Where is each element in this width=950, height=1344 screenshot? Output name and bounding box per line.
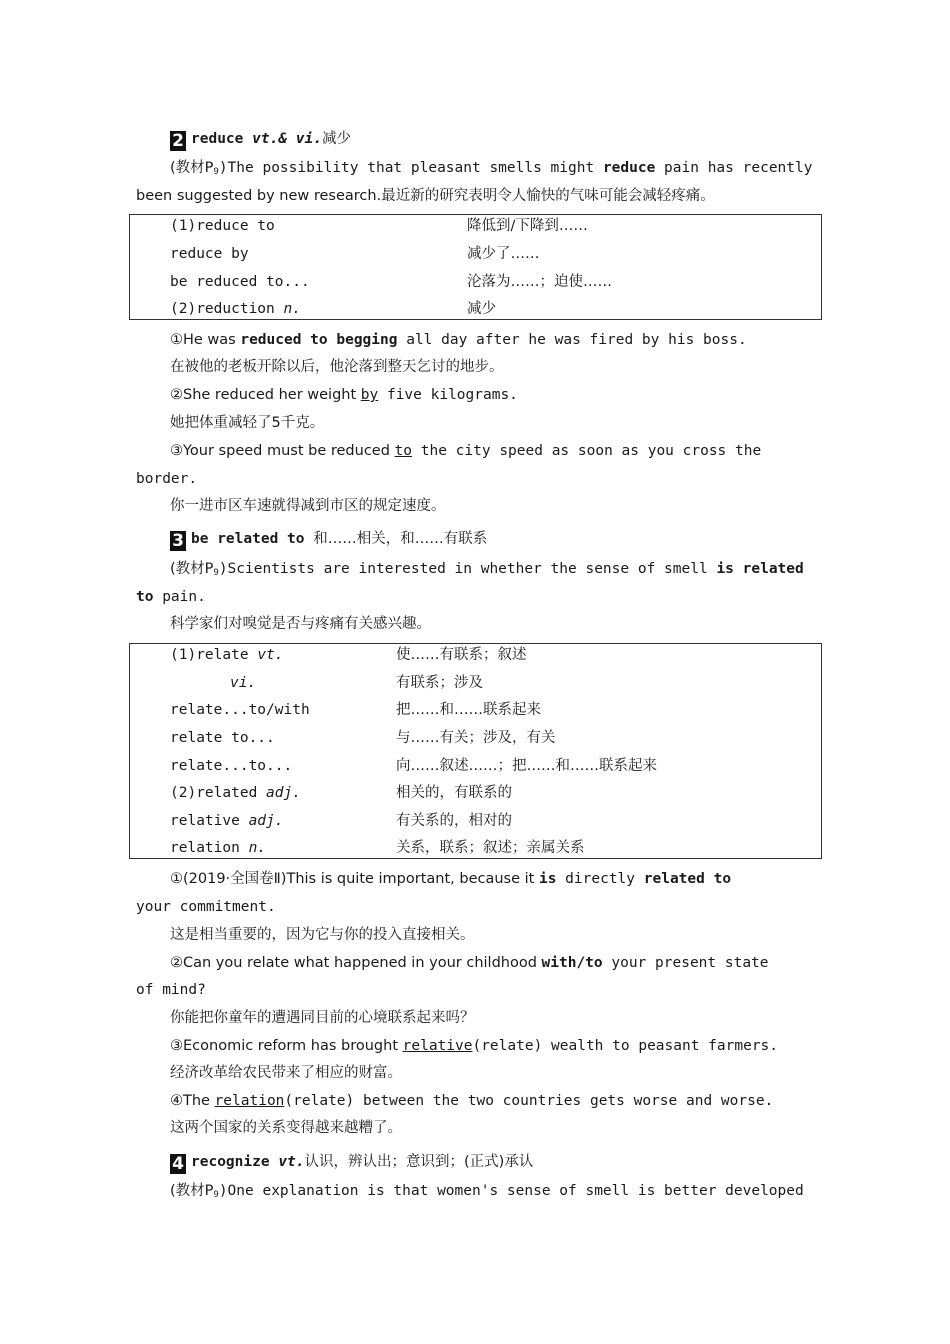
example-translation: 经济改革给农民带来了相应的财富。 — [170, 1065, 402, 1081]
textbook-example-cont: been suggested by new research.最近新的研究表明令人愉快的气味可能会减轻疼痛。 — [136, 188, 715, 204]
table-cell: relate to... — [170, 730, 275, 746]
textbook-example: (教材$P_9)One$ explanation is that women's sense of smell is better developed — [170, 1183, 804, 1200]
usage-table-reduce — [129, 214, 822, 320]
section-4-heading — [170, 1152, 533, 1174]
section-3-heading — [170, 529, 487, 551]
table-cell: relate...to/with — [170, 702, 310, 718]
example-sentence: ③Your speed must be reduced to the city speed as soon as you cross the — [170, 443, 762, 459]
table-cell: 相关的，有联系的 — [396, 785, 512, 801]
example-sentence-cont: your commitment. — [136, 899, 276, 915]
section-2-heading — [170, 129, 351, 151]
example-sentence-cont: border. — [136, 471, 198, 487]
table-cell: 沦落为……；迫使…… — [467, 274, 612, 290]
part-of-speech: vt. — [278, 1154, 305, 1170]
keyword: reduce — [602, 160, 656, 176]
headword: recognize — [191, 1154, 270, 1170]
table-cell: 有联系；涉及 — [396, 675, 483, 691]
table-cell: reduce by — [170, 246, 249, 262]
section-number-badge: 2 — [170, 131, 186, 151]
table-cell: (2)related adj. — [170, 785, 301, 801]
table-cell: (1)relate vt. — [170, 647, 284, 663]
table-cell: relate...to... — [170, 758, 293, 774]
table-cell: 有关系的，相对的 — [396, 813, 512, 829]
table-cell: 减少 — [467, 301, 496, 317]
headword: reduce — [191, 131, 244, 147]
section-number-badge: 3 — [170, 531, 186, 551]
example-sentence: ②Can you relate what happened in your childhood with/to your present state — [170, 955, 769, 971]
example-translation: 你一进市区车速就得减到市区的规定速度。 — [170, 498, 446, 514]
usage-table-relate — [129, 643, 822, 859]
example-translation: 这两个国家的关系变得越来越糟了。 — [170, 1120, 402, 1136]
example-sentence-cont: of mind? — [136, 982, 206, 998]
table-cell: (1)reduce to — [170, 218, 275, 234]
table-cell: 与……有关；涉及，有关 — [396, 730, 556, 746]
example-translation: 你能把你童年的遭遇同目前的心境联系起来吗？ — [170, 1010, 475, 1026]
table-cell: 减少了…… — [467, 246, 540, 262]
example-sentence: ③Economic reform has brought relative(relate) wealth to peasant farmers. — [170, 1038, 779, 1054]
table-cell: relation n. — [170, 840, 267, 856]
textbook-example: (教材$P_9)Scientists$ are interested in whether the sense of smell is related — [170, 561, 804, 578]
textbook-example-translation: 科学家们对嗅觉是否与疼痛有关感兴趣。 — [170, 616, 431, 632]
example-translation: 在被他的老板开除以后，他沦落到整天乞讨的地步。 — [170, 359, 504, 375]
textbook-example-cont: to pain. — [136, 589, 206, 605]
table-cell: 降低到/下降到…… — [467, 218, 588, 234]
example-sentence: ④The relation(relate) between the two countries gets worse and worse. — [170, 1093, 774, 1109]
textbook-example: (教材$P_9)The$ possibility that pleasant smells might reduce pain has recently — [170, 160, 813, 177]
example-translation: 她把体重减轻了5千克。 — [170, 415, 325, 431]
section-number-badge: 4 — [170, 1154, 186, 1174]
headword: be related to — [191, 531, 305, 547]
example-sentence: ①He was reduced to begging all day after he was fired by his boss. — [170, 332, 747, 348]
part-of-speech: vt.& vi. — [252, 131, 322, 147]
headword-meaning: 和……相关，和……有联系 — [313, 531, 488, 547]
table-cell: 使……有联系；叙述 — [396, 647, 527, 663]
table-cell: 向……叙述……；把……和……联系起来 — [396, 758, 657, 774]
table-cell: 把……和……联系起来 — [396, 702, 541, 718]
table-cell: relative adj. — [170, 813, 284, 829]
headword-meaning: 认识，辨认出；意识到；(正式)承认 — [304, 1154, 534, 1170]
table-cell: vi. — [230, 675, 257, 691]
table-cell: 关系，联系；叙述；亲属关系 — [396, 840, 585, 856]
example-sentence: ①(2019·全国卷Ⅱ)This is quite important, because it is directly related to — [170, 871, 732, 887]
example-translation: 这是相当重要的，因为它与你的投入直接相关。 — [170, 927, 475, 943]
table-cell: (2)reduction n. — [170, 301, 301, 317]
headword-meaning: 减少 — [321, 131, 351, 147]
table-cell: be reduced to... — [170, 274, 310, 290]
example-sentence: ②She reduced her weight by five kilograms. — [170, 387, 518, 403]
